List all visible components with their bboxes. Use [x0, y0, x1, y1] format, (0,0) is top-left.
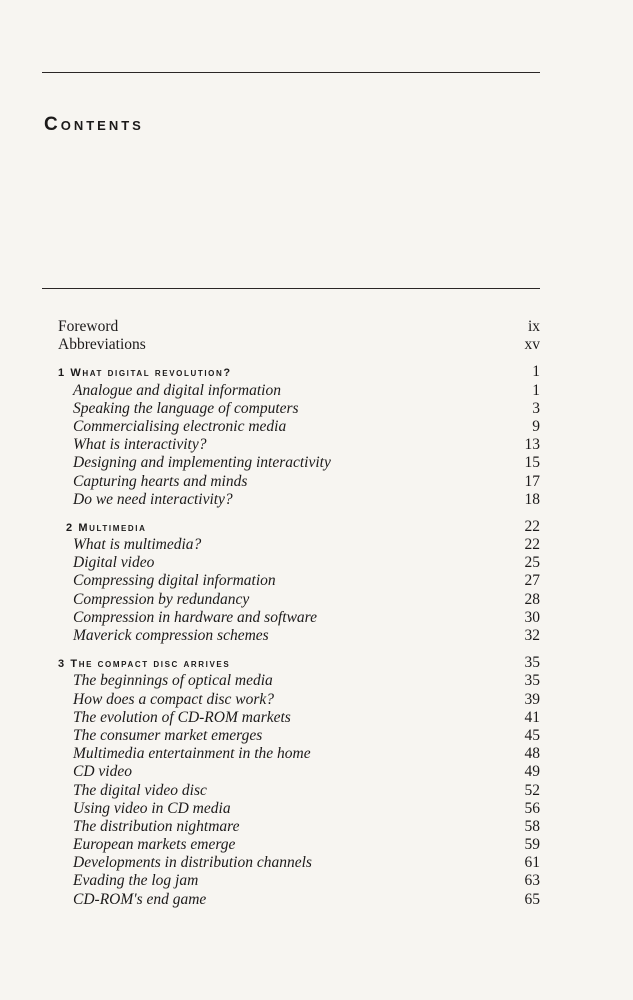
entry-page-number: 61 [524, 854, 540, 872]
entry-title: 2 Multimedia [66, 521, 147, 534]
section-entry [58, 591, 540, 609]
chapter-heading [58, 518, 540, 536]
page-title: Contents [44, 114, 144, 135]
entry-page-number: 22 [524, 517, 540, 535]
section-entry [58, 382, 540, 400]
entry-title: The beginnings of optical media [73, 672, 273, 690]
section-entry [58, 554, 540, 572]
entry-title: How does a compact disc work? [73, 690, 275, 708]
entry-title: Compression in hardware and software [73, 608, 317, 626]
entry-page-number: 1 [532, 363, 540, 381]
entry-title: Capturing hearts and minds [73, 472, 248, 490]
section-entry [58, 891, 540, 909]
entry-page-number: 28 [524, 590, 540, 608]
section-entry [58, 473, 540, 491]
entry-title: Compressing digital information [73, 572, 276, 590]
chapter-heading [58, 654, 540, 672]
entry-title: European markets emerge [73, 836, 236, 854]
section-rule [42, 288, 540, 289]
table-of-contents [58, 318, 540, 909]
section-entry [58, 709, 540, 727]
entry-title: CD video [73, 763, 132, 781]
entry-page-number: 49 [524, 763, 540, 781]
entry-title: What is interactivity? [73, 436, 207, 454]
section-entry [58, 727, 540, 745]
entry-title: Analogue and digital information [73, 381, 281, 399]
entry-title: Using video in CD media [73, 799, 231, 817]
section-entry [58, 745, 540, 763]
entry-page-number: 25 [524, 554, 540, 572]
section-entry [58, 436, 540, 454]
chapter-heading [58, 363, 540, 381]
entry-title: Maverick compression schemes [73, 627, 269, 644]
entry-page-number: 35 [524, 672, 540, 690]
entry-title: Multimedia entertainment in the home [73, 745, 311, 763]
entry-title: Do we need interactivity? [73, 490, 233, 508]
top-rule [42, 72, 540, 73]
entry-title: Digital video [73, 554, 155, 572]
entry-title: The digital video disc [73, 781, 207, 799]
section-entry [58, 836, 540, 854]
entry-page-number: 9 [532, 417, 540, 435]
section-entry [58, 400, 540, 418]
section-entry [58, 418, 540, 436]
section-entry [58, 672, 540, 690]
entry-page-number: 41 [524, 708, 540, 726]
section-entry [58, 491, 540, 509]
section-entry [58, 609, 540, 627]
entry-page-number: 1 [532, 381, 540, 399]
entry-title: What is multimedia? [73, 536, 202, 554]
entry-page-number: 35 [524, 654, 540, 672]
entry-page-number: 32 [524, 627, 540, 644]
entry-page-number: 56 [524, 799, 540, 817]
entry-title: Evading the log jam [73, 872, 199, 890]
section-entry [58, 800, 540, 818]
entry-page-number: 58 [524, 817, 540, 835]
entry-page-number: 65 [524, 890, 540, 908]
entry-title: Designing and implementing interactivity [73, 454, 331, 472]
section-entry [58, 872, 540, 890]
entry-page-number: 3 [532, 399, 540, 417]
entry-page-number: 17 [524, 472, 540, 490]
entry-title: 1 What digital revolution? [58, 367, 232, 380]
section-entry [58, 691, 540, 709]
entry-page-number: 52 [524, 781, 540, 799]
section-entry [58, 818, 540, 836]
entry-page-number: ix [527, 318, 540, 335]
entry-title: Commercialising electronic media [73, 417, 287, 435]
entry-page-number: 39 [524, 690, 540, 708]
section-entry [58, 763, 540, 781]
section-entry [58, 782, 540, 800]
entry-page-number: 45 [524, 726, 540, 744]
entry-page-number: 59 [524, 836, 540, 854]
entry-title: The consumer market emerges [73, 726, 263, 744]
section-entry [58, 854, 540, 872]
entry-page-number: 63 [524, 872, 540, 890]
section-entry [58, 454, 540, 472]
entry-page-number: 48 [524, 745, 540, 763]
entry-title: Compression by redundancy [73, 590, 250, 608]
entry-title: The evolution of CD-ROM markets [73, 708, 291, 726]
section-entry [58, 572, 540, 590]
entry-page-number: 18 [524, 490, 540, 508]
entry-title: Abbreviations [58, 336, 146, 354]
entry-page-number: xv [524, 336, 540, 354]
front-matter-entry [58, 336, 540, 354]
entry-title: Developments in distribution channels [73, 854, 312, 872]
entry-page-number: 30 [524, 608, 540, 626]
section-entry [58, 536, 540, 554]
entry-title: Speaking the language of computers [73, 399, 299, 417]
section-entry [58, 627, 540, 645]
front-matter-entry [58, 318, 540, 336]
entry-page-number: 27 [524, 572, 540, 590]
entry-title: The distribution nightmare [73, 817, 240, 835]
entry-title: CD-ROM's end game [73, 890, 207, 908]
entry-page-number: 22 [524, 536, 540, 554]
entry-page-number: 13 [524, 436, 540, 454]
entry-title: Foreword [58, 318, 119, 335]
entry-title: 3 The compact disc arrives [58, 658, 231, 671]
entry-page-number: 15 [524, 454, 540, 472]
